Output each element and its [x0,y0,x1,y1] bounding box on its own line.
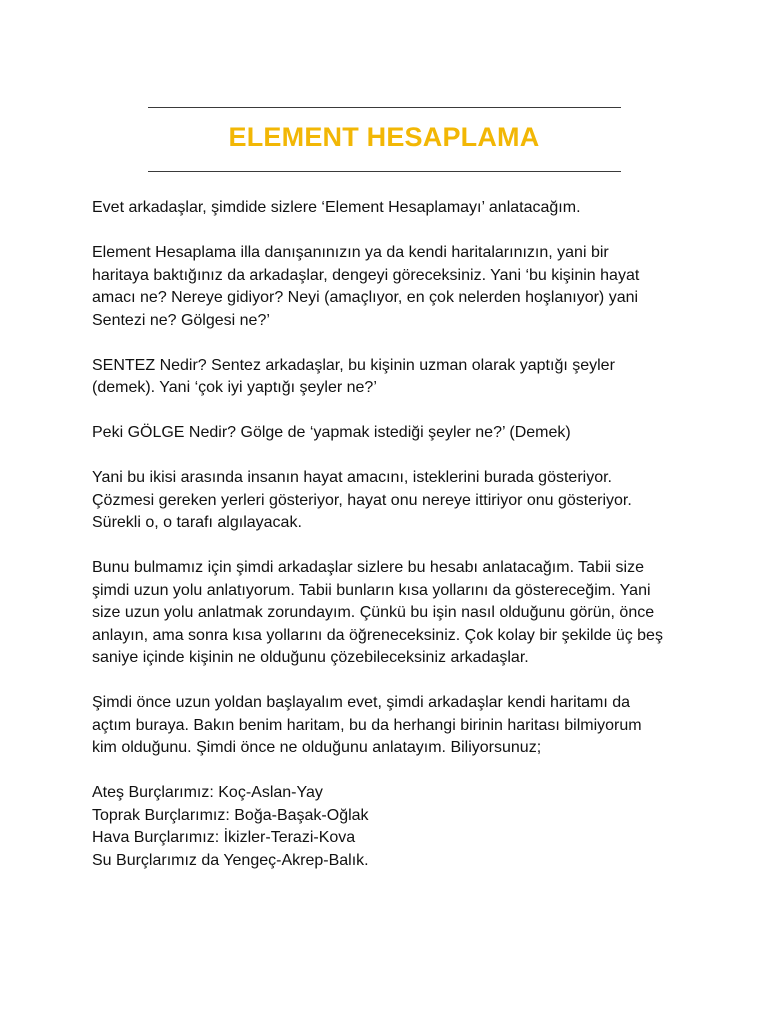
text-line: Çözmesi gereken yerleri gösteriyor, hayat onu nereye ittiriyor onu gösteriyor. [92,491,632,509]
text-line: Sürekli o, o tarafı algılayacak. [92,514,302,531]
paragraph [92,355,692,400]
list-item-earth-signs: Toprak Burçlarımız: Boğa-Başak-Oğlak [92,806,369,824]
text-line: Yani bu ikisi arasında insanın hayat amacını, isteklerini burada gösteriyor. [92,469,612,486]
page-title: ELEMENT HESAPLAMA [228,122,540,152]
text-line: amacı ne? Nereye gidiyor? Neyi (amaçlıyor, en çok nelerden hoşlanıyor) yani [92,289,639,306]
text-line: açtım buraya. Bakın benim haritam, bu da herhangi birinin haritası bilmiyorum [92,716,642,734]
paragraph [92,557,692,670]
list-item-fire-signs: Ateş Burçlarımız: Koç-Aslan-Yay [92,784,323,801]
text-line: size uzun yolu anlatmak zorundayım. Çünkü bu işin nasıl olduğunu görün, önce [92,604,655,621]
paragraph [92,197,692,220]
paragraph [92,242,692,332]
text-line: anlayın, ama sonra kısa yollarını da öğreneceksiniz. Çok kolay bir şekilde üç beş [92,626,663,644]
paragraph [92,692,692,760]
text-line: şimdi uzun yolu anlatıyorum. Tabii bunların kısa yollarını da göstereceğim. Yani [92,581,651,599]
text-line: SENTEZ Nedir? Sentez arkadaşlar, bu kişinin uzman olarak yaptığı şeyler [92,356,615,374]
text-line: Şimdi önce uzun yoldan başlayalım evet, şimdi arkadaşlar kendi haritamı da [92,694,631,711]
title-top-rule [148,107,621,108]
text-line: Element Hesaplama illa danışanınızın ya da kendi haritalarınızın, yani bir [92,244,609,261]
document-body [92,197,692,872]
text-line: (demek). Yani ‘çok iyi yaptığı şeyler ne?’ [92,379,377,396]
text-line: Peki GÖLGE Nedir? Gölge de ‘yapmak istediği şeyler ne?’ (Demek) [92,424,571,441]
paragraph [92,422,692,445]
element-list [92,782,692,872]
text-line: saniye içinde kişinin ne olduğunu çözebileceksiniz arkadaşlar. [92,649,529,666]
list-item-air-signs: Hava Burçlarımız: İkizler-Terazi-Kova [92,829,356,846]
paragraph [92,467,692,535]
text-line: haritaya baktığınız da arkadaşlar, dengeyi göreceksiniz. Yani ‘bu kişinin hayat [92,266,640,284]
list-item-water-signs: Su Burçlarımız da Yengeç-Akrep-Balık. [92,851,369,869]
title-bottom-rule [148,171,621,172]
text-line: Sentezi ne? Gölgesi ne?’ [92,311,270,329]
text-line: Evet arkadaşlar, şimdide sizlere ‘Element Hesaplamayı’ anlatacağım. [92,199,581,216]
text-line: Bunu bulmamız için şimdi arkadaşlar sizlere bu hesabı anlatacağım. Tabii size [92,559,644,576]
text-line: kim olduğunu. Şimdi önce ne olduğunu anlatayım. Biliyorsunuz; [92,739,542,756]
